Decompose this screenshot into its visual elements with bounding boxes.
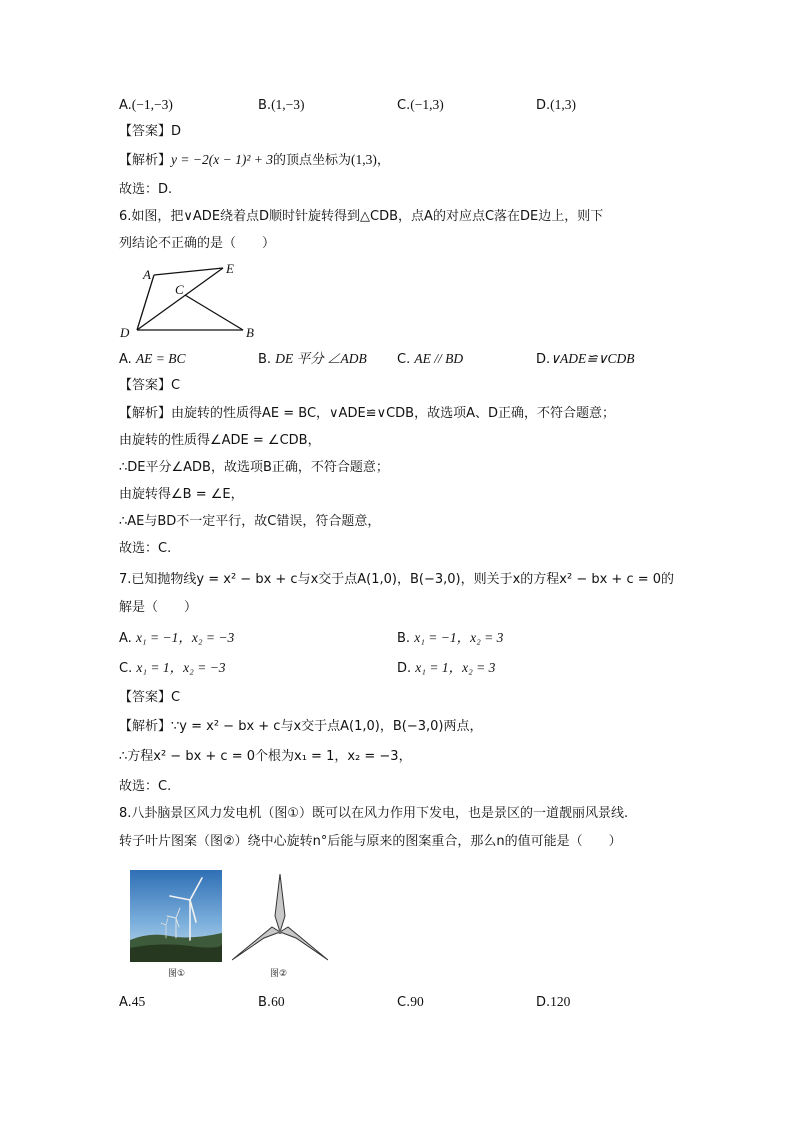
q8-stem-line2: 转子叶片图案（图②）绕中心旋转n°后能与原来的图案重合，那么n的值可能是（ ） (119, 834, 622, 849)
q5-option-a: A.(−1,−3) (119, 97, 173, 113)
q6-analysis-line5: ∴AE与BD不一定平行，故C错误，符合题意， (119, 514, 381, 529)
blade-left (232, 927, 280, 960)
q5-option-c: C.(−1,3) (397, 97, 444, 113)
q6-stem-line1: 6.如图，把∨ADE绕着点D顺时针旋转得到△CDB，点A的对应点C落在DE边上，则下 (119, 209, 604, 224)
wind-turbine-photo (130, 870, 222, 962)
fig2-label: 图② (270, 969, 288, 979)
q5-analysis: 【解析】y = −2(x − 1)² + 3的顶点坐标为(1,3)， (119, 152, 390, 168)
q6-answer: 【答案】C (119, 378, 181, 393)
q8-option-c: C.90 (397, 994, 424, 1010)
q6-geometry-figure (115, 258, 275, 343)
q7-conclusion: 故选：C. (119, 779, 172, 794)
segment-cb (185, 295, 243, 330)
point-b-label: B (246, 325, 254, 340)
q5-option-d: D.(1,3) (536, 97, 577, 113)
point-c-label: C (175, 282, 184, 297)
q8-option-b: B.60 (258, 994, 285, 1010)
q7-option-d: D. x₁ = 1，x₂ = 3 (397, 660, 496, 676)
segment-ae (154, 268, 223, 275)
q6-analysis-line2: 由旋转的性质得∠ADE = ∠CDB， (119, 433, 321, 448)
point-a-label: A (143, 267, 151, 282)
q7-stem-line1: 7.已知抛物线y = x² − bx + c与x交于点A(1,0)，B(−3,0)，则关于x的方程x² − bx + c = 0的 (119, 572, 675, 587)
q6-option-c: C. AE // BD (397, 351, 464, 367)
blade-right (280, 927, 328, 960)
q7-stem-line2: 解是（ ） (119, 600, 198, 615)
q6-analysis-line3: ∴DE平分∠ADB，故选项B正确，不符合题意； (119, 460, 389, 475)
q7-option-a: A. x₁ = −1，x₂ = −3 (119, 630, 235, 646)
q5-answer: 【答案】D (119, 124, 182, 139)
segment-da (137, 275, 154, 330)
rotor-hub (278, 930, 282, 934)
q6-option-b: B. DE 平分 ∠ADB (258, 351, 367, 367)
blade-top (275, 874, 285, 932)
q8-option-a: A.45 (119, 994, 146, 1010)
q8-option-d: D.120 (536, 994, 571, 1010)
q5-conclusion: 故选：D. (119, 182, 173, 197)
q6-option-a: A. AE = BC (119, 351, 186, 367)
q7-option-b: B. x₁ = −1，x₂ = 3 (397, 630, 504, 646)
q6-conclusion: 故选：C. (119, 541, 172, 556)
q6-analysis-line4: 由旋转得∠B = ∠E， (119, 487, 244, 502)
q8-stem-line1: 8.八卦脑景区风力发电机（图①）既可以在风力作用下发电，也是景区的一道靓丽风景线. (119, 806, 629, 821)
q7-option-c: C. x₁ = 1，x₂ = −3 (119, 660, 226, 676)
fig1-label: 图① (168, 969, 186, 979)
q7-answer: 【答案】C (119, 690, 181, 705)
q5-option-b: B.(1,−3) (258, 97, 305, 113)
q6-option-d: D.∨ADE≌∨CDB (536, 351, 635, 367)
point-d-label: D (120, 325, 130, 340)
q6-analysis-line1: 【解析】由旋转的性质得AE = BC，∨ADE≌∨CDB，故选项A、D正确，不符合题意； (119, 406, 615, 421)
q7-analysis-line2: ∴方程x² − bx + c = 0个根为x₁ = 1，x₂ = −3， (119, 749, 412, 764)
q7-analysis-line1: 【解析】∵y = x² − bx + c与x交于点A(1,0)，B(−3,0)两点， (119, 719, 483, 734)
point-e-label: E (226, 261, 234, 276)
rotor-blade-pattern (232, 874, 328, 962)
q6-stem-line2: 列结论不正确的是（ ） (119, 236, 276, 251)
